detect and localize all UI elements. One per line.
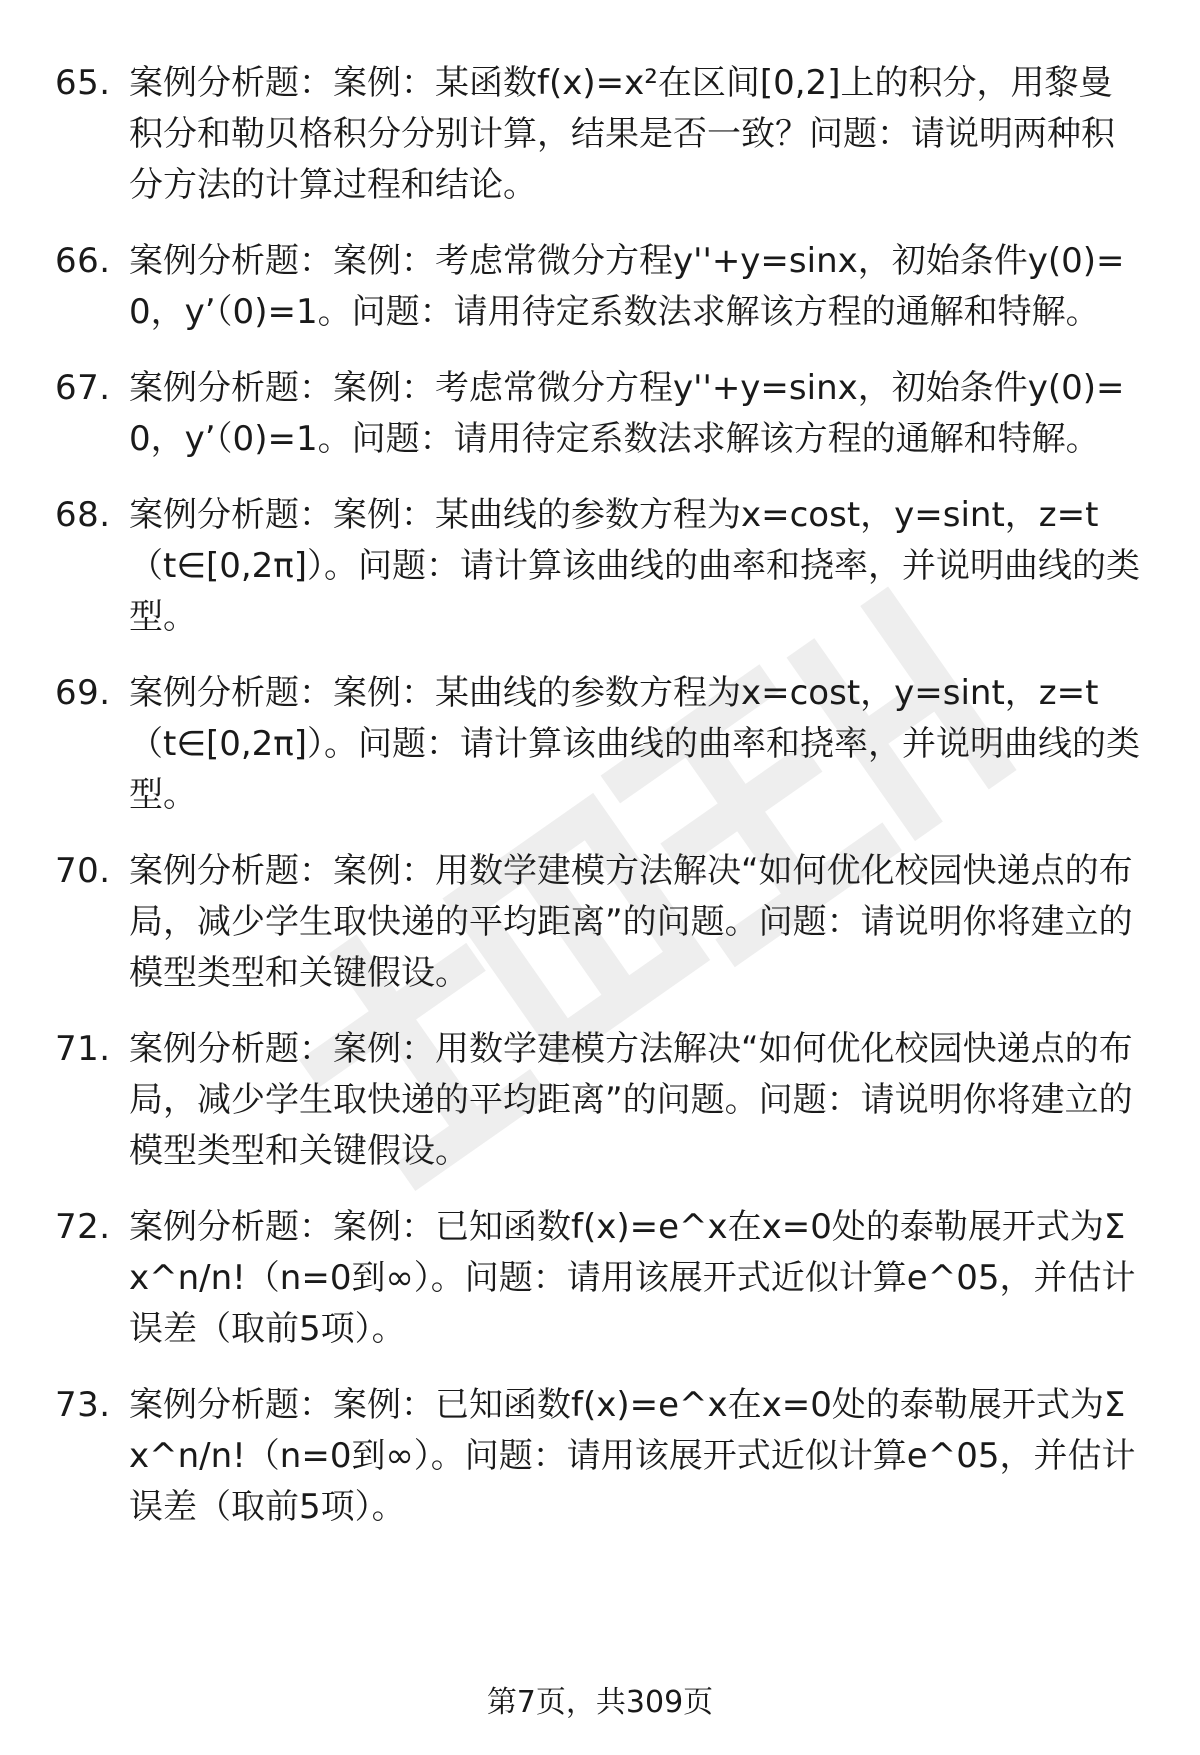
question-text: 案例分析题：案例：某曲线的参数方程为x=cost，y=sint，z=t（t∈[0,2π]）。问题：请计算该曲线的曲率和挠率，并说明曲线的类型。 xyxy=(129,673,1141,815)
question-text: 案例分析题：案例：已知函数f(x)=e^x在x=0处的泰勒展开式为Σx^n/n!（n=0到∞）。问题：请用该展开式近似计算e^05，并估计误差（取前5项）。 xyxy=(129,1385,1136,1527)
question-number: 71. xyxy=(55,1029,111,1069)
question-text: 案例分析题：案例：已知函数f(x)=e^x在x=0处的泰勒展开式为Σx^n/n!（n=0到∞）。问题：请用该展开式近似计算e^05，并估计误差（取前5项）。 xyxy=(129,1207,1136,1349)
question-text: 案例分析题：案例：用数学建模方法解决“如何优化校园快递点的布局，减少学生取快递的平均距离”的问题。问题：请说明你将建立的模型类型和关键假设。 xyxy=(129,851,1133,993)
question-item xyxy=(55,1024,1145,1177)
question-item xyxy=(55,1380,1145,1533)
question-number: 69. xyxy=(55,673,111,713)
question-number: 67. xyxy=(55,368,111,408)
question-text: 案例分析题：案例：用数学建模方法解决“如何优化校园快递点的布局，减少学生取快递的平均距离”的问题。问题：请说明你将建立的模型类型和关键假设。 xyxy=(129,1029,1133,1171)
question-list xyxy=(55,58,1145,1558)
question-number: 70. xyxy=(55,851,111,891)
question-item xyxy=(55,236,1145,338)
question-number: 66. xyxy=(55,241,111,281)
question-item xyxy=(55,363,1145,465)
page-number-label: 第7页，共309页 xyxy=(486,1685,714,1720)
question-item xyxy=(55,668,1145,821)
question-number: 68. xyxy=(55,495,111,535)
question-text: 案例分析题：案例：考虑常微分方程y''+y=sinx，初始条件y(0)=0，y’（0)=1。问题：请用待定系数法求解该方程的通解和特解。 xyxy=(129,368,1125,459)
question-number: 65. xyxy=(55,63,111,103)
question-text: 案例分析题：案例：某曲线的参数方程为x=cost，y=sint，z=t（t∈[0,2π]）。问题：请计算该曲线的曲率和挠率，并说明曲线的类型。 xyxy=(129,495,1141,637)
question-item xyxy=(55,490,1145,643)
page-footer xyxy=(0,1683,1200,1723)
question-text: 案例分析题：案例：某函数f(x)=x²在区间[0,2]上的积分，用黎曼积分和勒贝格积分分别计算，结果是否一致？问题：请说明两种积分方法的计算过程和结论。 xyxy=(129,63,1115,205)
question-number: 73. xyxy=(55,1385,111,1425)
question-number: 72. xyxy=(55,1207,111,1247)
question-text: 案例分析题：案例：考虑常微分方程y''+y=sinx，初始条件y(0)=0，y’（0)=1。问题：请用待定系数法求解该方程的通解和特解。 xyxy=(129,241,1125,332)
question-item xyxy=(55,1202,1145,1355)
question-item xyxy=(55,58,1145,211)
question-item xyxy=(55,846,1145,999)
